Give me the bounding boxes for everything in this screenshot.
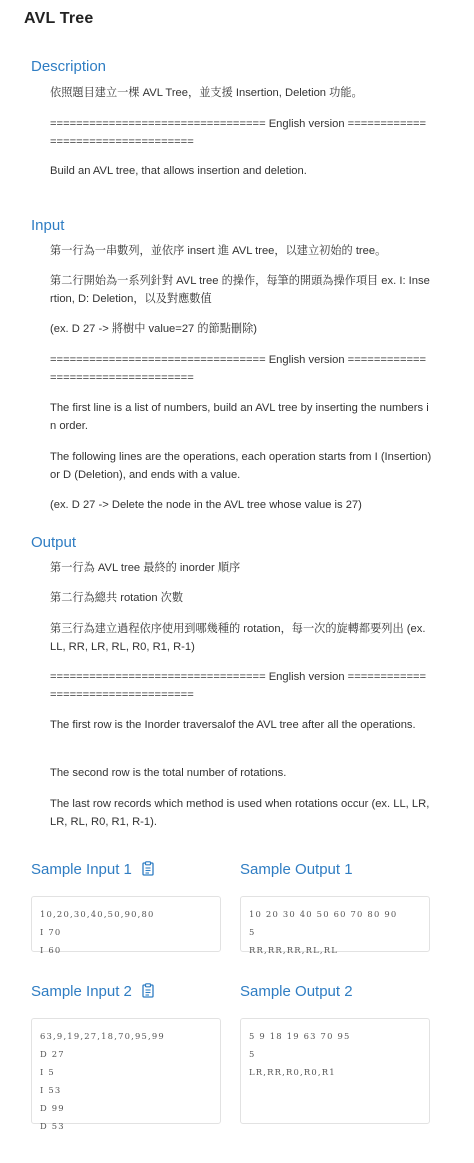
- sample-input-2-box: [31, 1018, 221, 1131]
- code-line: 63,9,19,27,18,70,95,99: [40, 1031, 165, 1041]
- input-heading: Input: [31, 217, 65, 234]
- description-divider: ================================= English version ==================================: [50, 118, 427, 148]
- code-line: D 99: [40, 1103, 65, 1113]
- output-paragraph-6: The last row records which method is used when rotations occur (ex. LL, LR, LR, RL, R0, R1, R-1).: [50, 798, 430, 828]
- code-line: D 53: [40, 1121, 65, 1131]
- sample-input-1-box: [31, 896, 221, 955]
- output-paragraph-5: The second row is the total number of rotations.: [50, 767, 287, 779]
- output-paragraph-4: The first row is the Inorder traversalof the AVL tree after all the operations.: [50, 719, 416, 731]
- description-heading: Description: [31, 58, 107, 75]
- code-line: 10,20,30,40,50,90,80: [40, 909, 155, 919]
- input-paragraph-5: The following lines are the operations, each operation starts from I (Insertion) or D (Deletion), and ends with a value.: [50, 451, 432, 481]
- code-line: 5 9 18 19 63 70 95: [249, 1031, 351, 1041]
- code-line: I 5: [40, 1067, 55, 1077]
- output-paragraph-3: 第三行為建立過程依序使用到哪幾種的 rotation，每一次的旋轉都要列出 (ex. LL, RR, LR, RL, R0, R1, R-1): [50, 623, 426, 653]
- sample-output-1-heading: Sample Output 1: [240, 861, 353, 878]
- input-paragraph-4: The first line is a list of numbers, build an AVL tree by inserting the numbers in order.: [50, 402, 429, 432]
- sample-input-2-heading: [31, 983, 154, 1002]
- sample-output-1-box: [240, 896, 430, 955]
- sample-input-1-heading: [31, 861, 154, 880]
- output-divider: ================================= English version ==================================: [50, 671, 427, 701]
- code-line: I 53: [40, 1085, 62, 1095]
- page-title: AVL Tree: [24, 10, 94, 27]
- code-line: LR,RR,R0,R0,R1: [249, 1067, 336, 1077]
- input-divider: ================================= English version ==================================: [50, 354, 427, 384]
- input-paragraph-6: (ex. D 27 -> Delete the node in the AVL tree whose value is 27): [50, 499, 362, 511]
- clipboard-icon[interactable]: [142, 861, 154, 880]
- code-line: RR,RR,RR,RL,RL: [249, 945, 339, 955]
- input-paragraph-1: 第一行為一串數列，並依序 insert 進 AVL tree，以建立初始的 tree。: [50, 245, 387, 257]
- description-paragraph-1: 依照題目建立一棵 AVL Tree，並支援 Insertion, Deletion 功能。: [50, 87, 363, 99]
- clipboard-icon[interactable]: [142, 983, 154, 1002]
- sample-output-2-box: [240, 1018, 430, 1124]
- input-paragraph-3: (ex. D 27 -> 將樹中 value=27 的節點刪除): [50, 323, 258, 335]
- code-line: I 60: [40, 945, 62, 955]
- code-line: 5: [249, 1049, 256, 1059]
- sample-input-2-label: Sample Input 2: [31, 983, 132, 1000]
- output-paragraph-2: 第二行為總共 rotation 次數: [50, 592, 184, 604]
- sample-input-1-label: Sample Input 1: [31, 861, 132, 878]
- code-line: 5: [249, 927, 256, 937]
- code-line: 10 20 30 40 50 60 70 80 90: [249, 909, 398, 919]
- output-paragraph-1: 第一行為 AVL tree 最終的 inorder 順序: [50, 562, 241, 574]
- code-line: I 70: [40, 927, 62, 937]
- input-paragraph-2: 第二行開始為一系列針對 AVL tree 的操作，每筆的開頭為操作項目 ex. I: Insertion, D: Deletion，以及對應數值: [50, 275, 430, 305]
- output-heading: Output: [31, 534, 77, 551]
- description-paragraph-2: Build an AVL tree, that allows insertion and deletion.: [50, 165, 307, 177]
- code-line: D 27: [40, 1049, 65, 1059]
- sample-output-2-heading: Sample Output 2: [240, 983, 353, 1000]
